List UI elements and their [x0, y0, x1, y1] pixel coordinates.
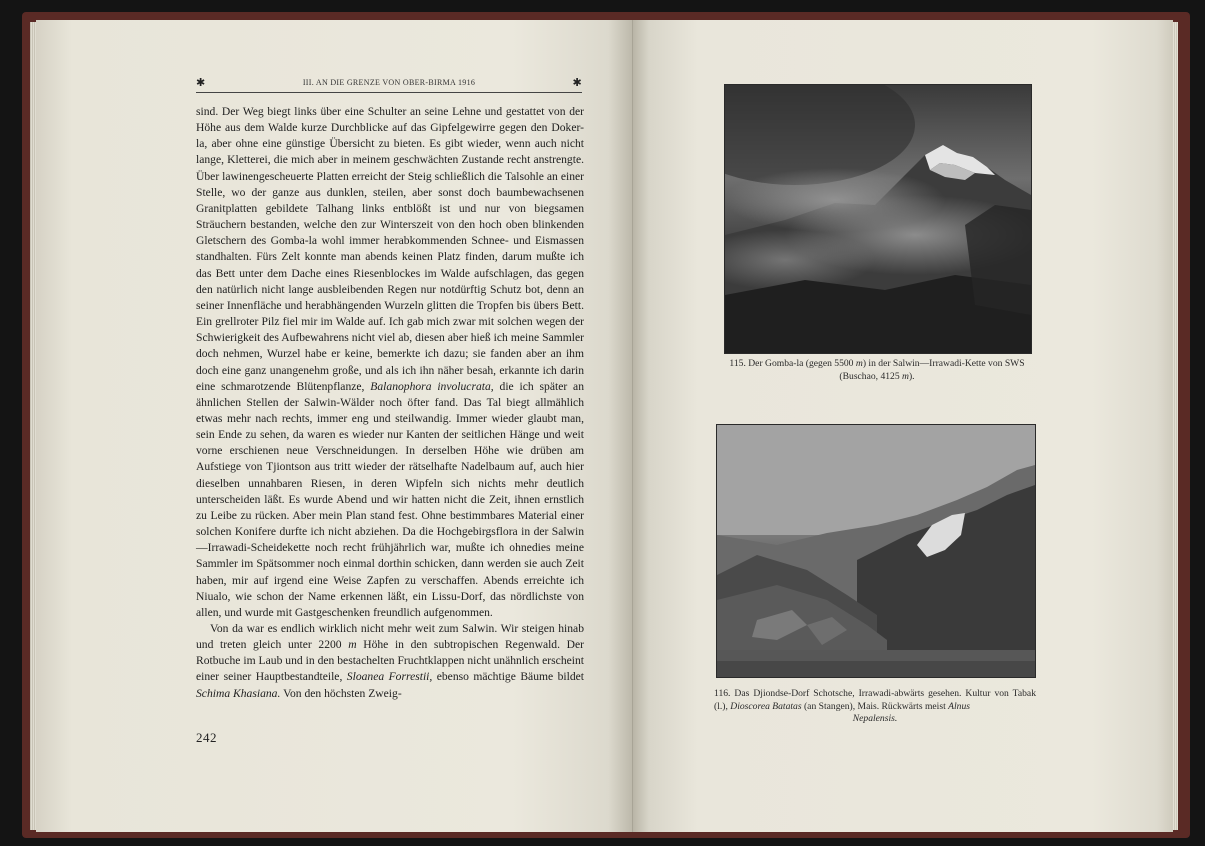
species-name-nepalensis: Nepalensis.: [852, 713, 898, 724]
ornament-right: ✱: [572, 77, 582, 89]
running-head-title: III. AN DIE GRENZE VON OBER-BIRMA 1916: [302, 78, 476, 87]
caption-116-text-b: (an Stangen), Mais. Rückwärts meist: [801, 700, 949, 712]
species-name-balanophora: Balanophora involucrata,: [370, 379, 494, 393]
paragraph-1-text-b: die ich später an ähnlichen Stellen der Salwin-Wälder noch öfter fand. Das Tal biegt allmählich etwas mehr nach rechts, immer eng und steilwandig. Immer wieder glaubt man, sein Ende zu sehen, da waren es wieder nur Kanten der seitlichen Hänge und weit vorne erschienen neue Verschneidungen. In derselben Höhe wie drüben am Aufstiege von Tjiontson aus tritt wieder der rätselhafte Nadelbaum auf, auch hier dieselben unnahbaren Riesen, in deren Wipfeln sich nichts mehr deutlich unterscheiden läßt. Es wurde Abend und wir hatten nicht die Zeit, ihnen ernstlich zu Leibe zu rücken. Aber mein Plan stand fest. Ohne bestimmbares Material einer solchen Konifere durfte ich nicht abziehen. Da die Hochgebirgsflora in der Salwin—Irrawadi-Scheidekette noch recht frühjährlich war, mußte ich ohnedies meine Sammler im Spätsommer noch einmal dorthin schicken, dann werden sie auch Zeit haben, mir auf irgend eine Weise Zapfen zu verschaffen. Abends erreichte ich Niualo, wie schon der Name erkennen läßt, ein Lissu-Dorf, das nördlichste von allen, und wurde mit Gastgeschenken freundlich aufgenommen.: [196, 379, 584, 619]
species-name-sloanea: Sloanea Forrestii,: [346, 670, 433, 684]
body-text: [196, 104, 584, 702]
unit-meter: m: [348, 638, 357, 652]
page-number: 242: [196, 730, 217, 745]
photo-gomba-la-mountain: [724, 84, 1032, 354]
caption-115-text-a: 115. Der Gomba-la (gegen 5500: [729, 358, 856, 369]
caption-figure-116: [714, 688, 1036, 726]
species-name-dioscorea: Dioscorea Batatas: [730, 700, 802, 712]
paragraph-2-text-c: ebenso mächtige Bäume bildet: [432, 670, 584, 684]
paragraph-1-text-a: sind. Der Weg biegt links über eine Schulter an seine Lehne und gestattet von der Höhe aus dem Walde kurze Durchblicke auf das Gipfelgewirre gegen den Doker-la, aber ohne eine günstige Übersicht zu bieten. Es gibt wieder, wenn auch nicht lange, Kletterei, die mich aber in meinem geschwächten Zustande recht anstrengte. Über lawinengescheuerte Platten erreicht der Steig schließlich die Talsohle an einer Stelle, wo der ganze aus dunklen, steilen, aber sonst doch baumbewachsenen Granitplatten gebildete Talhang links entblößt ist und nur von biegsamen Sträuchern bestanden, welche den zur Winterszeit von den hoch oben blinkenden Gletschern des Gomba-la wohl immer herabkommenden Schnee- und Eismassen standhalten. Fürs Zelt konnte man abends keinen Platz finden, darum mußte ich das Bett unter dem Dache eines Riesenblockes im Walde aufschlagen, das gegen den natürlich nicht lange ausbleibenden Regen nur notdürftig Schutz bot, denn an seiner Innenfläche und herabhängenden Wurzeln glitten die Tropfen bis übers Bett. Ein grellroter Pilz fiel mir im Walde auf. Ich gab mich zwar mit solchen wegen der Schwierigkeit des Aufbewahrens nicht viel ab, diesen aber hieß ich meine Sammler doch nehmen, Wurzel habe er keine, bemerkte ich dazu; sie fanden aber an ihm doch eine ganz unangenehm große, und als ich ihn näher besah, erkannte ich darin eine schmarotzende Blütenpflanze,: [196, 105, 584, 393]
running-head: [196, 76, 582, 93]
caption-115-text-c: (Buschao, 4125: [839, 370, 903, 382]
paragraph-2: [196, 621, 584, 702]
paragraph-2-text-a: Von da war es endlich wirklich nicht mehr weit zum Salwin. Wir steigen hinab und treten gleich unter 2200: [196, 622, 584, 652]
caption-115-unit-a: m: [855, 358, 863, 369]
caption-115-unit-b: m: [902, 370, 909, 382]
caption-115-text-b: ) in der Salwin—Irrawadi-Kette von SWS: [862, 358, 1025, 369]
paragraph-2-text-b: Höhe in den subtropischen Regenwald. Der Rotbuche im Laub und in den bestachelten Fruchtklappen nicht unähnlich erscheint einer seiner Hauptbestandteile,: [196, 638, 584, 684]
paragraph-1: [196, 104, 584, 621]
ornament-left: ✱: [196, 77, 206, 89]
paragraph-2-text-d: Von den höchsten Zweig-: [280, 686, 402, 700]
species-name-alnus: Alnus: [948, 700, 970, 712]
species-name-schima: Schima Khasiana.: [196, 686, 281, 700]
caption-figure-115: [716, 358, 1038, 383]
caption-116-text-a: 116. Das Djiondse-Dorf Schotsche, Irrawadi-abwärts gesehen. Kultur von Tabak (l.),: [714, 688, 1036, 712]
caption-115-text-d: ).: [908, 370, 915, 382]
photo-djiondse-village: [716, 424, 1036, 678]
